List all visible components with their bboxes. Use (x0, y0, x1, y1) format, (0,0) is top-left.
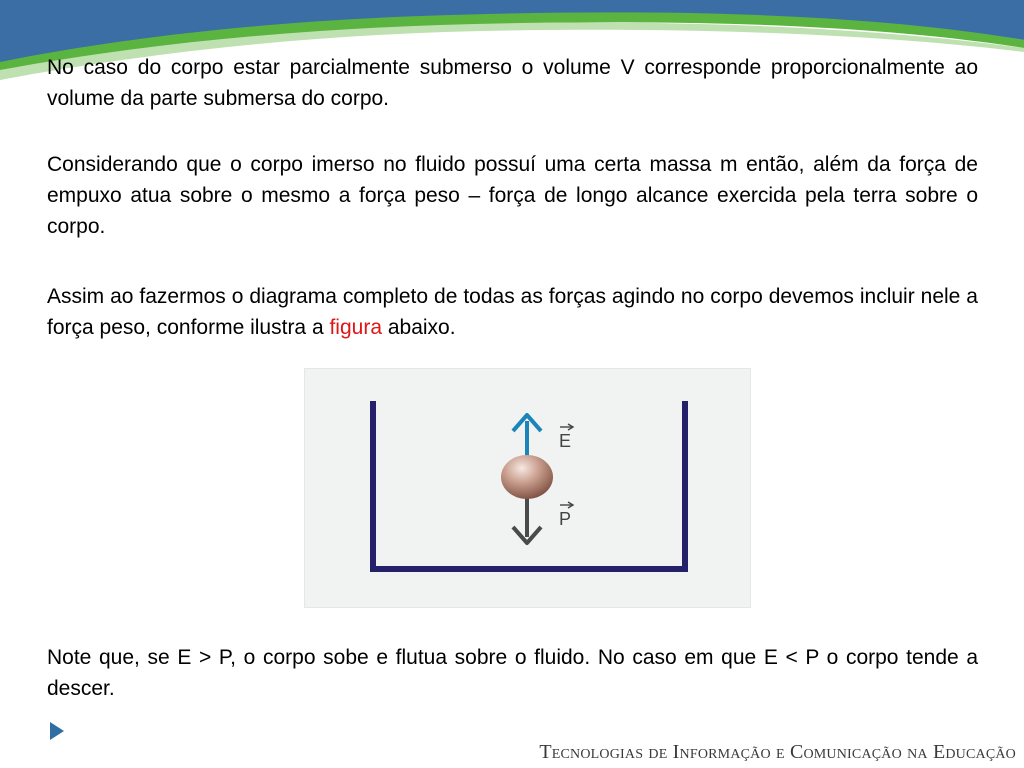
paragraph-weight-force: Considerando que o corpo imerso no fluido possuí uma certa massa m então, além da força de empuxo atua sobre o mesmo a força peso – força de longo alcance exercida pela terra sobre o corpo. (47, 153, 978, 238)
weight-label (559, 502, 573, 529)
next-arrow-icon[interactable] (48, 720, 66, 742)
buoyancy-label-text: E (559, 431, 572, 451)
weight-label-text: P (559, 509, 572, 529)
paragraph-conclusion: Note que, se E > P, o corpo sobe e flutua sobre o fluido. No caso em que E < P o corpo tende a descer. (47, 646, 978, 700)
paragraph-diagram-text: Assim ao fazermos o diagrama completo de todas as forças agindo no corpo devemos incluir nele a força peso, conforme ilustra a (47, 285, 978, 339)
footer-title: Tecnologias de Informação e Comunicação na Educação (539, 741, 1016, 763)
paragraph-partial-submersion: No caso do corpo estar parcialmente submerso o volume V corresponde proporcionalmente ao volume da parte submersa do corpo. (47, 56, 978, 110)
buoyancy-label (559, 424, 573, 451)
immersed-body (501, 455, 553, 499)
force-diagram (305, 369, 752, 609)
weight-arrow (513, 497, 541, 543)
figure-reference: figura (329, 316, 382, 339)
paragraph-diagram (47, 281, 978, 343)
buoyancy-arrow (513, 415, 541, 461)
force-diagram-figure (304, 368, 751, 608)
paragraph-diagram-text-end: abaixo. (382, 316, 456, 339)
